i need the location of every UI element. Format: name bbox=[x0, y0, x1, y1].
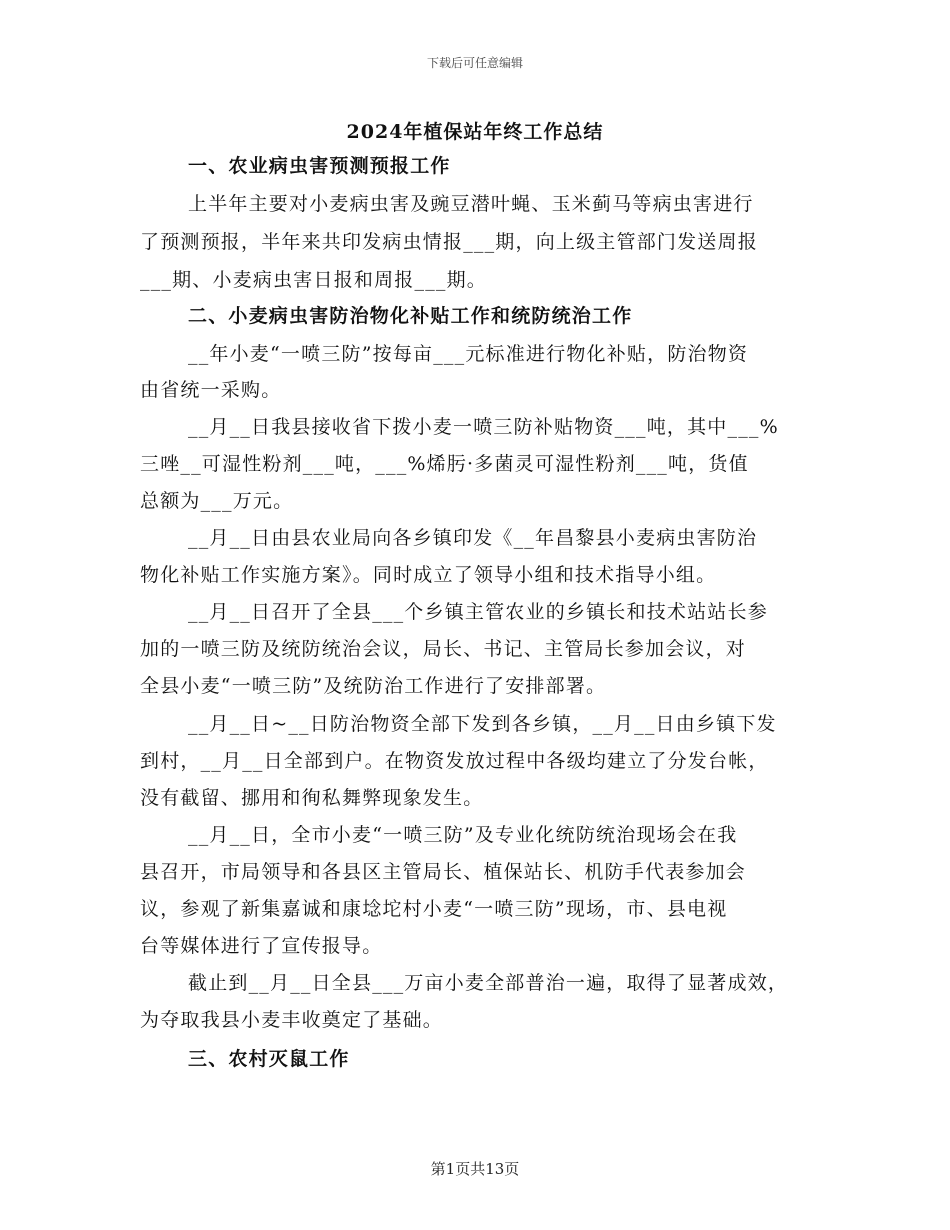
paragraph-line: 三唑__可湿性粉剂___吨，___%烯肟·多菌灵可湿性粉剂___吨，货值 bbox=[140, 453, 749, 475]
section-heading: 一、农业病虫害预测预报工作 bbox=[188, 155, 451, 177]
paragraph-line: 加的一喷三防及统防统治会议，局长、书记、主管局长参加会议，对 bbox=[140, 638, 747, 660]
paragraph-line: 上半年主要对小麦病虫害及豌豆潜叶蝇、玉米蓟马等病虫害进行 bbox=[188, 193, 754, 215]
header-note: 下载后可任意编辑 bbox=[426, 56, 523, 70]
page-footer: 第1页共13页 bbox=[430, 1160, 520, 1178]
paragraph-line: 县召开，市局领导和各县区主管局长、植保站长、机防手代表参加会 bbox=[140, 861, 747, 883]
document-title: 2024年植保站年终工作总结 bbox=[346, 121, 604, 143]
paragraph-line: 截止到__月__日全县___万亩小麦全部普治一遍，取得了显著成效， bbox=[188, 972, 789, 994]
paragraph-line: __月__日，全市小麦“一喷三防”及专业化统防统治现场会在我 bbox=[188, 824, 738, 846]
paragraph-line: 没有截留、挪用和徇私舞弊现象发生。 bbox=[140, 787, 484, 809]
paragraph-line: 由省统一采购。 bbox=[140, 379, 282, 401]
paragraph-line: 全县小麦“一喷三防”及统防治工作进行了安排部署。 bbox=[140, 675, 607, 697]
paragraph-line: 了预测预报，半年来共印发病虫情报___期，向上级主管部门发送周报 bbox=[140, 231, 758, 253]
paragraph-line: __月__日我县接收省下拨小麦一喷三防补贴物资___吨，其中___% bbox=[188, 416, 779, 438]
paragraph-line: 议，参观了新集嘉诚和康埝坨村小麦“一喷三防”现场，市、县电视 bbox=[140, 898, 728, 920]
paragraph-line: __月__日召开了全县___个乡镇主管农业的乡镇长和技术站站长参 bbox=[188, 601, 768, 623]
paragraph-line: 物化补贴工作实施方案》。同时成立了领导小组和技术指导小组。 bbox=[140, 564, 717, 586]
paragraph-line: 到村，__月__日全部到户。在物资发放过程中各级均建立了分发台帐， bbox=[140, 750, 769, 772]
section-heading: 三、农村灭鼠工作 bbox=[188, 1048, 350, 1070]
paragraph-line: 为夺取我县小麦丰收奠定了基础。 bbox=[140, 1009, 444, 1031]
paragraph-line: 台等媒体进行了宣传报导。 bbox=[140, 935, 383, 957]
section-heading: 二、小麦病虫害防治物化补贴工作和统防统治工作 bbox=[188, 305, 633, 327]
paragraph-line: __月__日由县农业局向各乡镇印发《__年昌黎县小麦病虫害防治 bbox=[188, 527, 758, 549]
paragraph-line: 总额为___万元。 bbox=[140, 490, 294, 512]
paragraph-line: __年小麦“一喷三防”按每亩___元标准进行物化补贴，防治物资 bbox=[188, 343, 749, 365]
paragraph-line: __月__日~__日防治物资全部下发到各乡镇，__月__日由乡镇下发 bbox=[188, 713, 777, 735]
paragraph-line: ___期、小麦病虫害日报和周报___期。 bbox=[140, 269, 488, 291]
